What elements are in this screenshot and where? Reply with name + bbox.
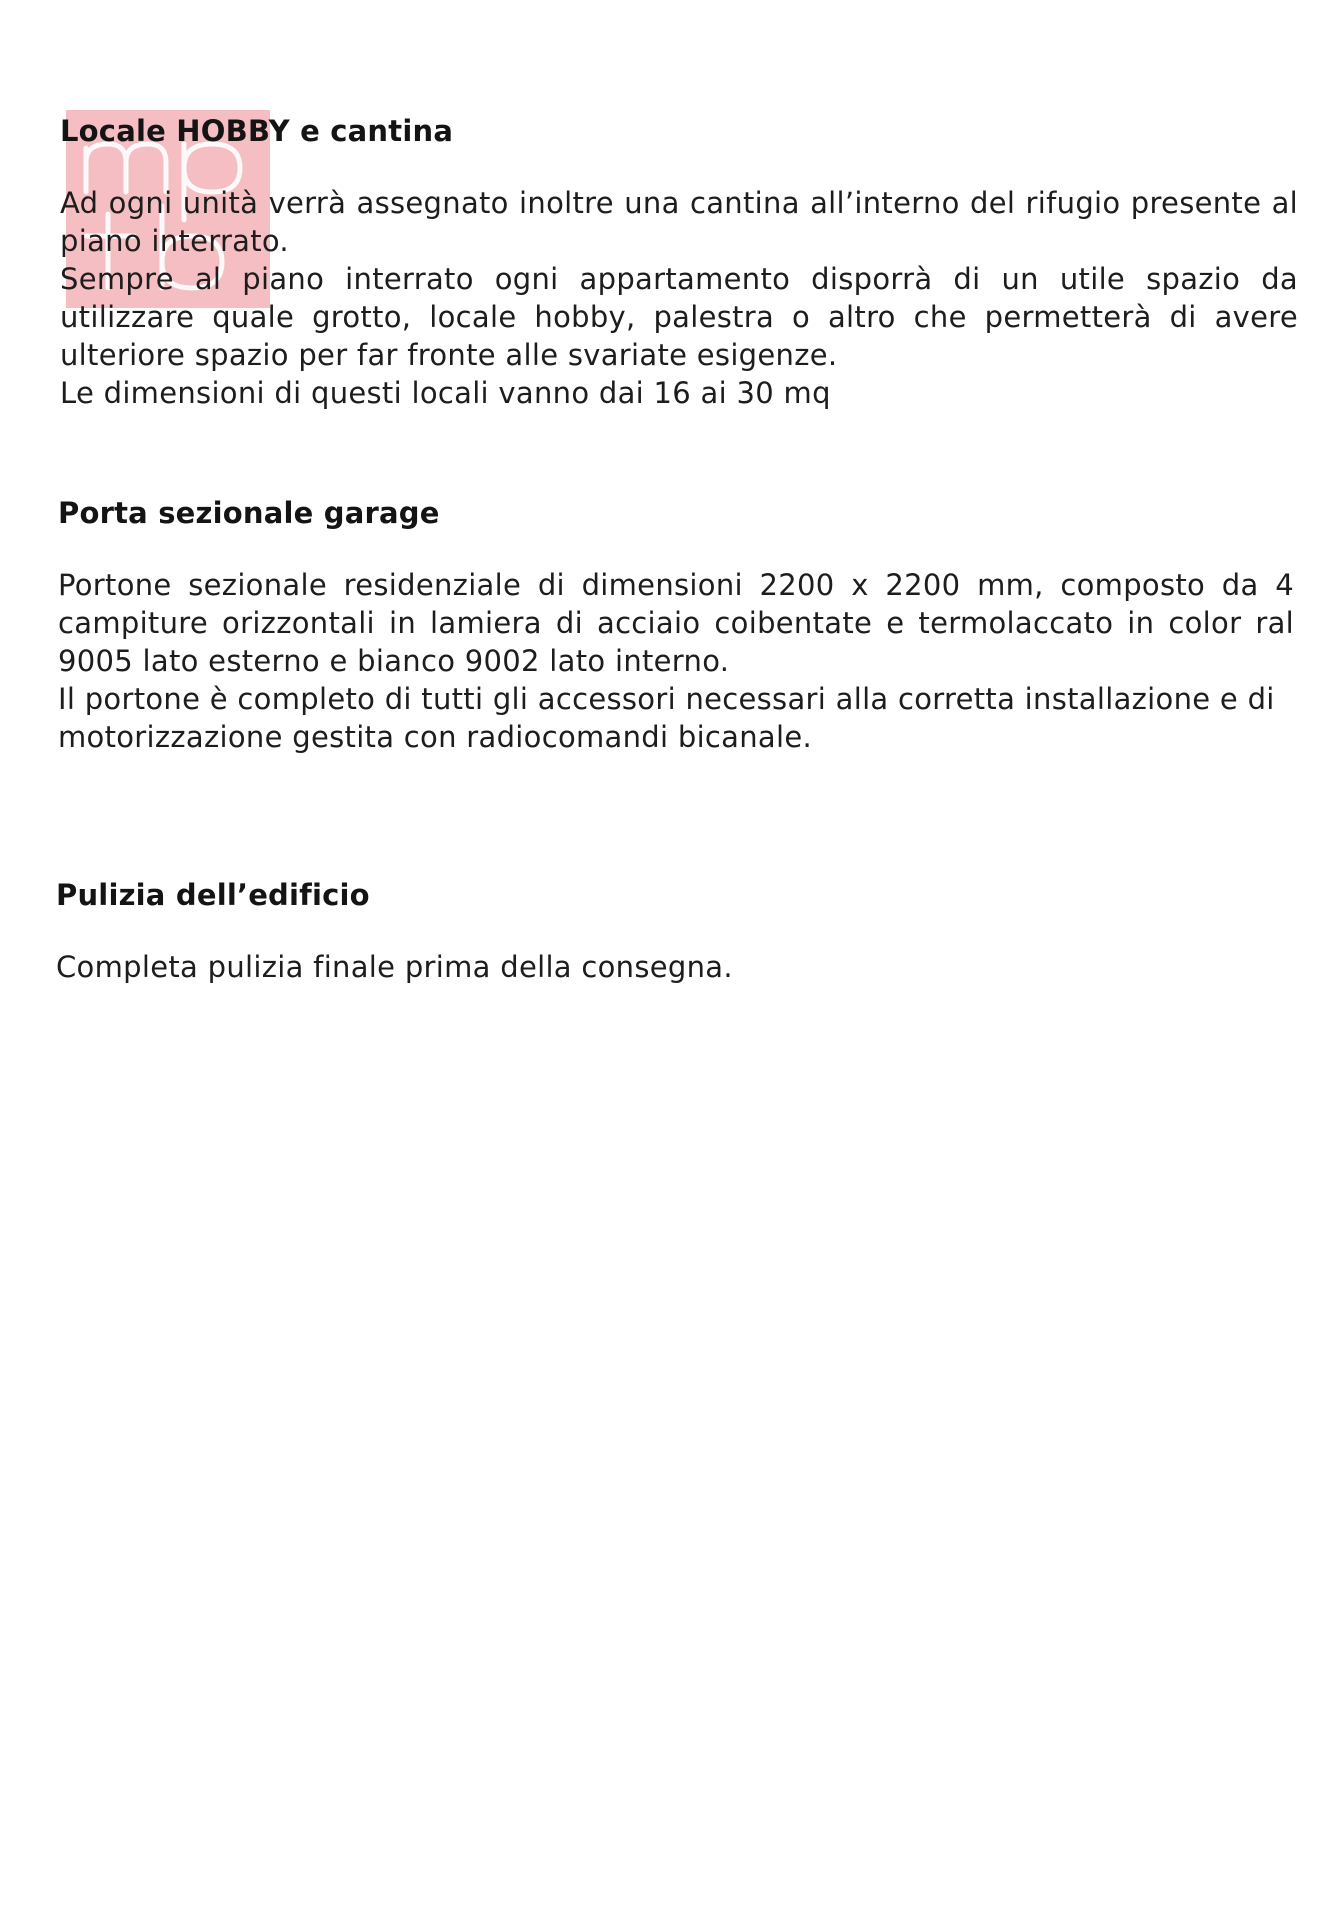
section-paragraph: Il portone è completo di tutti gli accessori necessari alla corretta installazione e di motorizzazione gestita con radiocomandi bicanale.: [58, 682, 1275, 754]
section-porta-sezionale: [58, 496, 1294, 756]
section-paragraph: Portone sezionale residenziale di dimensioni 2200 x 2200 mm, composto da 4 campiture orizzontali in lamiera di acciaio coibentate e termolaccato in color ral 9005 lato esterno e bianco 9002 lato interno.: [58, 568, 1294, 678]
section-locale-hobby: [60, 114, 1298, 412]
section-heading: Porta sezionale garage: [58, 496, 440, 530]
section-pulizia: [56, 878, 1294, 986]
section-paragraph: Completa pulizia finale prima della consegna.: [56, 950, 733, 984]
section-heading: Locale HOBBY e cantina: [60, 114, 454, 148]
section-heading: Pulizia dell’edificio: [56, 878, 370, 912]
section-paragraph: Le dimensioni di questi locali vanno dai 16 ai 30 mq: [60, 376, 831, 410]
section-paragraph: Ad ogni unità verrà assegnato inoltre una cantina all’interno del rifugio presente al piano interrato.: [60, 186, 1298, 258]
section-paragraph: Sempre al piano interrato ogni appartamento disporrà di un utile spazio da utilizzare quale grotto, locale hobby, palestra o altro che permetterà di avere ulteriore spazio per far fronte alle svariate esigenze.: [60, 262, 1298, 372]
